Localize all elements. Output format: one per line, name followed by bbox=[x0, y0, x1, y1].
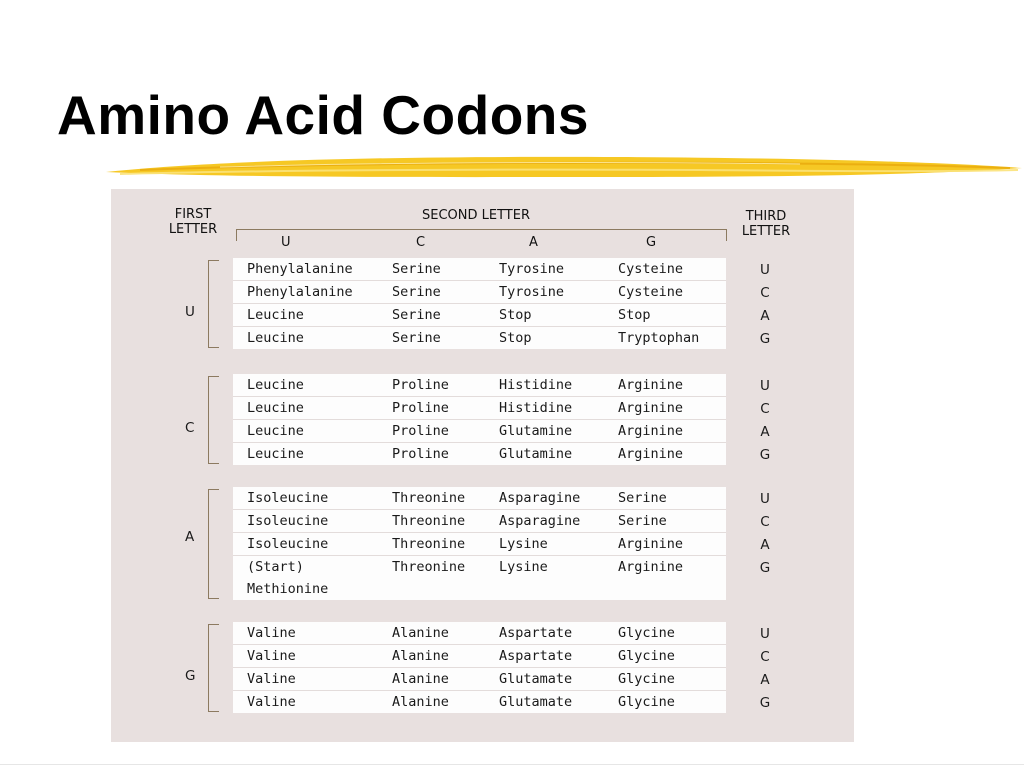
amino-acid-cell: Threonine bbox=[392, 536, 466, 552]
third-letter: G bbox=[759, 560, 771, 576]
first-letter: G bbox=[185, 668, 196, 684]
amino-acid-cell: (Start) bbox=[247, 559, 304, 575]
amino-acid-cell: Isoleucine bbox=[247, 490, 329, 506]
codon-row bbox=[233, 420, 726, 443]
amino-acid-cell: Isoleucine bbox=[247, 536, 329, 552]
second-letter-u: U bbox=[281, 235, 291, 250]
amino-acid-cell: Glutamine bbox=[499, 423, 573, 439]
amino-acid-cell: Valine bbox=[247, 671, 296, 687]
amino-acid-cell: Glycine bbox=[618, 671, 675, 687]
amino-acid-cell: Alanine bbox=[392, 648, 449, 664]
third-letter: U bbox=[760, 491, 770, 507]
third-letter: A bbox=[760, 424, 770, 440]
slide-bottom-divider bbox=[0, 764, 1024, 765]
first-letter-bracket bbox=[208, 624, 219, 712]
amino-acid-cell: Glutamate bbox=[499, 671, 573, 687]
amino-acid-cell: Alanine bbox=[392, 694, 449, 710]
first-letter-label: FIRST LETTER bbox=[168, 207, 218, 237]
amino-acid-cell: Serine bbox=[392, 261, 441, 277]
amino-acid-cell: Leucine bbox=[247, 446, 304, 462]
third-letter-label: THIRD LETTER bbox=[741, 209, 791, 239]
amino-acid-cell: Aspartate bbox=[499, 648, 573, 664]
third-letter: G bbox=[759, 695, 771, 711]
codon-block bbox=[233, 258, 726, 349]
first-letter: U bbox=[185, 304, 195, 320]
amino-acid-cell: Lysine bbox=[499, 559, 548, 575]
amino-acid-cell: Proline bbox=[392, 446, 449, 462]
second-letter-g: G bbox=[646, 235, 657, 250]
amino-acid-cell: Stop bbox=[618, 307, 651, 323]
amino-acid-cell: Histidine bbox=[499, 377, 573, 393]
codon-block bbox=[233, 622, 726, 713]
amino-acid-cell: Stop bbox=[499, 307, 532, 323]
amino-acid-cell: Cysteine bbox=[618, 284, 684, 300]
amino-acid-cell: Threonine bbox=[392, 490, 466, 506]
amino-acid-cell: Serine bbox=[392, 307, 441, 323]
amino-acid-cell: Serine bbox=[392, 330, 441, 346]
amino-acid-cell: Proline bbox=[392, 400, 449, 416]
second-letter-a: A bbox=[529, 235, 538, 250]
amino-acid-cell: Arginine bbox=[618, 423, 684, 439]
first-letter: A bbox=[185, 529, 195, 545]
codon-block bbox=[233, 374, 726, 465]
first-letter-bracket bbox=[208, 489, 219, 599]
second-letter-label: SECOND LETTER bbox=[422, 208, 530, 223]
third-letter: U bbox=[760, 262, 770, 278]
amino-acid-cell: Glycine bbox=[618, 648, 675, 664]
amino-acid-cell: Arginine bbox=[618, 446, 684, 462]
codon-row bbox=[233, 443, 726, 465]
second-letter-c: C bbox=[416, 235, 426, 250]
codon-row bbox=[233, 622, 726, 645]
third-letter: A bbox=[760, 537, 770, 553]
amino-acid-subtext: Methionine bbox=[247, 581, 329, 597]
codon-block bbox=[233, 487, 726, 600]
codon-row bbox=[233, 374, 726, 397]
codon-row bbox=[233, 691, 726, 713]
third-letter: C bbox=[760, 285, 770, 301]
amino-acid-cell: Arginine bbox=[618, 536, 684, 552]
amino-acid-cell: Serine bbox=[618, 513, 667, 529]
amino-acid-cell: Phenylalanine bbox=[247, 261, 353, 277]
first-letter-bracket bbox=[208, 260, 219, 348]
second-letter-bracket bbox=[236, 229, 726, 230]
codon-row bbox=[233, 487, 726, 510]
amino-acid-cell: Alanine bbox=[392, 625, 449, 641]
first-letter-bracket bbox=[208, 376, 219, 464]
amino-acid-cell: Serine bbox=[392, 284, 441, 300]
amino-acid-cell: Threonine bbox=[392, 559, 466, 575]
amino-acid-cell: Cysteine bbox=[618, 261, 684, 277]
codon-table bbox=[111, 189, 854, 742]
amino-acid-cell: Phenylalanine bbox=[247, 284, 353, 300]
amino-acid-cell: Leucine bbox=[247, 377, 304, 393]
first-letter: C bbox=[185, 420, 195, 436]
amino-acid-cell: Histidine bbox=[499, 400, 573, 416]
amino-acid-cell: Tyrosine bbox=[499, 284, 565, 300]
third-letter: A bbox=[760, 672, 770, 688]
third-letter: C bbox=[760, 649, 770, 665]
codon-row bbox=[233, 533, 726, 556]
amino-acid-cell: Leucine bbox=[247, 423, 304, 439]
amino-acid-cell: Asparagine bbox=[499, 513, 581, 529]
third-letter: C bbox=[760, 401, 770, 417]
codon-row bbox=[233, 645, 726, 668]
amino-acid-cell: Tryptophan bbox=[618, 330, 700, 346]
highlight-stroke bbox=[100, 150, 1024, 186]
amino-acid-cell: Valine bbox=[247, 625, 296, 641]
amino-acid-cell: Serine bbox=[618, 490, 667, 506]
amino-acid-cell: Valine bbox=[247, 694, 296, 710]
third-letter: G bbox=[759, 331, 771, 347]
codon-row bbox=[233, 304, 726, 327]
amino-acid-cell: Proline bbox=[392, 377, 449, 393]
third-letter: U bbox=[760, 378, 770, 394]
third-letter: G bbox=[759, 447, 771, 463]
amino-acid-cell: Glycine bbox=[618, 625, 675, 641]
amino-acid-cell: Leucine bbox=[247, 307, 304, 323]
amino-acid-cell: Arginine bbox=[618, 400, 684, 416]
amino-acid-cell: Proline bbox=[392, 423, 449, 439]
third-letter: C bbox=[760, 514, 770, 530]
amino-acid-cell: Threonine bbox=[392, 513, 466, 529]
amino-acid-cell: Valine bbox=[247, 648, 296, 664]
amino-acid-cell: Aspartate bbox=[499, 625, 573, 641]
amino-acid-cell: Arginine bbox=[618, 377, 684, 393]
amino-acid-cell: Lysine bbox=[499, 536, 548, 552]
amino-acid-cell: Glutamate bbox=[499, 694, 573, 710]
amino-acid-cell: Arginine bbox=[618, 559, 684, 575]
amino-acid-cell: Glycine bbox=[618, 694, 675, 710]
amino-acid-cell: Stop bbox=[499, 330, 532, 346]
codon-row bbox=[233, 258, 726, 281]
third-letter: A bbox=[760, 308, 770, 324]
codon-row bbox=[233, 281, 726, 304]
codon-row bbox=[233, 668, 726, 691]
amino-acid-cell: Asparagine bbox=[499, 490, 581, 506]
amino-acid-cell: Alanine bbox=[392, 671, 449, 687]
codon-row bbox=[233, 397, 726, 420]
amino-acid-cell: Leucine bbox=[247, 400, 304, 416]
codon-row bbox=[233, 327, 726, 349]
amino-acid-cell: Tyrosine bbox=[499, 261, 565, 277]
page-title: Amino Acid Codons bbox=[57, 84, 589, 146]
amino-acid-cell: Isoleucine bbox=[247, 513, 329, 529]
codon-row bbox=[233, 556, 726, 600]
amino-acid-cell: Leucine bbox=[247, 330, 304, 346]
codon-row bbox=[233, 510, 726, 533]
amino-acid-cell: Glutamine bbox=[499, 446, 573, 462]
third-letter: U bbox=[760, 626, 770, 642]
